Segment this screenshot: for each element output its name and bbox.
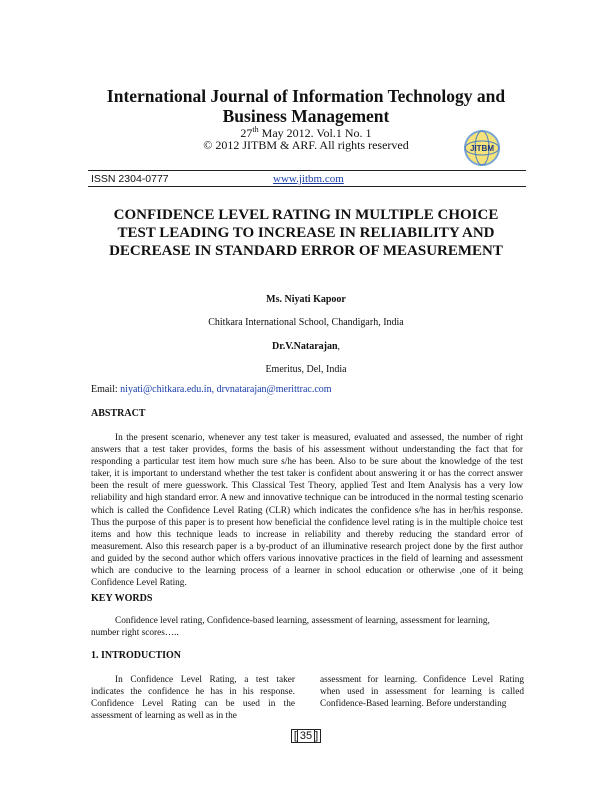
journal-title-line2: Business Management <box>222 106 390 126</box>
introduction-right-text: assessment for learning. Confidence Level Rating when used in assessment for learning is called Confidence-Based learning. Before understanding <box>320 675 524 709</box>
page-number-value: 35 <box>297 729 315 743</box>
introduction-right-column <box>320 674 524 710</box>
keywords-body <box>91 615 523 639</box>
keywords-text: Confidence level rating, Confidence-based learning, assessment of learning, assessment for learning, <box>115 616 490 626</box>
page-number: [ 35 ] <box>0 730 612 742</box>
email-line <box>91 384 332 395</box>
keywords-heading: KEY WORDS <box>91 593 153 604</box>
abstract-heading: ABSTRACT <box>91 408 146 419</box>
author-1-affiliation: Chitkara International School, Chandigarh, India <box>208 317 404 328</box>
paper-title-line2: TEST LEADING TO INCREASE IN RELIABILITY AND <box>117 225 495 241</box>
issn: ISSN 2304-0777 <box>91 173 169 185</box>
abstract-body <box>91 432 523 589</box>
abstract-text: In the present scenario, whenever any test taker is measured, evaluated and assessed, the number of right answers that a test taker provides, forms the basis of his assessment without understanding the fact that for responding a particular test item how much sure s/he has been. Also to be sure about the knowledge of the test taker, it is important to understand whether the test taker is confident about answering it or has the correct answer been the result of mere guesswork. This Classical Test Theory, applied Test and Item Analysis has a very low reliability and high standard error. A new and innovative technique can be introduced in the normal testing scenario which is called the Confidence Level Rating (CLR) which indicates the confidence s/he has in her/his response. Thus the purpose of this paper is to present how beneficial the confidence level rating is in the multiple choice test items and how this technique leads to increase in reliability and thereby reducing the standard error of measurement. Also this research paper is a by-product of an illuminative research project done by the first author and guided by the second author which offers various innovative practices in the field of learning and assessment which are conducive to the learning process of a learner in school education or otherwise ,one of it being Confidence Level Rating. <box>91 433 523 589</box>
author-2-affiliation: Emeritus, Del, India <box>265 364 347 375</box>
issue-day-suffix: th <box>252 125 259 134</box>
introduction-heading: 1. INTRODUCTION <box>91 650 182 661</box>
paper-title-line1: CONFIDENCE LEVEL RATING IN MULTIPLE CHOICE <box>113 207 499 223</box>
journal-title <box>0 86 612 126</box>
email-addresses-link[interactable]: niyati@chitkara.edu.in, drvnatarajan@merittrac.com <box>120 384 332 395</box>
issue-day: 27 <box>240 126 253 140</box>
issue-details: May 2012. Vol.1 No. 1 <box>258 126 372 140</box>
jitbm-logo-icon <box>462 128 502 168</box>
email-label: Email: <box>91 384 121 395</box>
journal-title-line1: International Journal of Information Technology and <box>106 86 506 106</box>
author-2-name: Dr.V.Natarajan <box>271 341 338 352</box>
keywords-text-continued: number right scores….. <box>91 628 179 639</box>
introduction-left-text: In Confidence Level Rating, a test taker indicates the confidence he has in his response. Confidence Level Rating can be used in the assessment of learning as well as in the <box>91 675 295 721</box>
logo-text: JITBM <box>470 144 494 153</box>
copyright-line: © 2012 JITBM & ARF. All rights reserved <box>203 138 409 152</box>
header-divider <box>88 170 526 171</box>
author-1-name: Ms. Niyati Kapoor <box>266 294 346 305</box>
author-2 <box>0 341 612 352</box>
header-divider-bottom <box>88 186 526 187</box>
paper-title <box>90 206 522 260</box>
journal-url-link[interactable]: www.jitbm.com <box>273 173 344 185</box>
introduction-left-column <box>91 674 295 722</box>
paper-title-line3: DECREASE IN STANDARD ERROR OF MEASUREMENT <box>109 243 503 259</box>
author-2-name-suffix: , <box>337 341 341 352</box>
